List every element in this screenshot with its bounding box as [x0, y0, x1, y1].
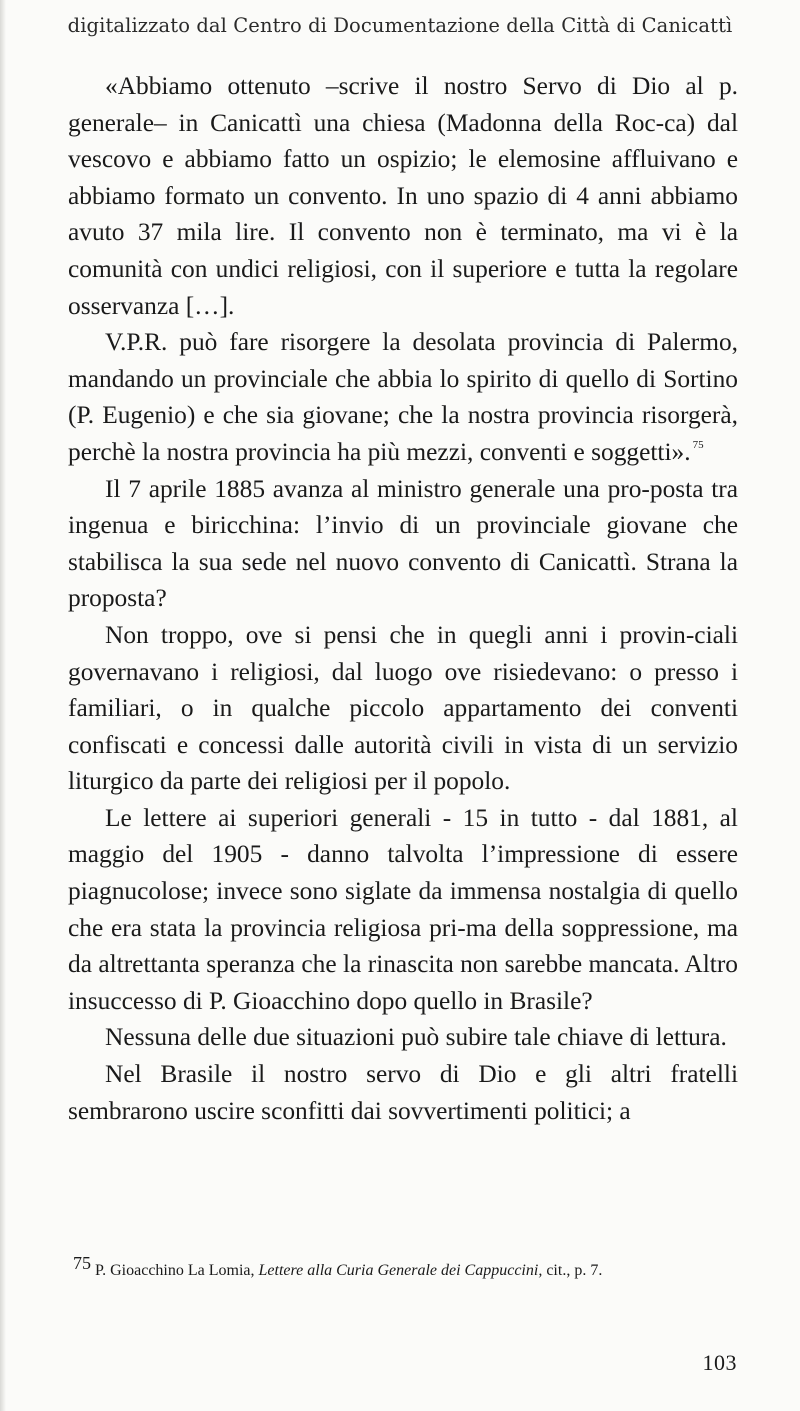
- footnote-title: Lettere alla Curia Generale dei Cappuccini,: [258, 1262, 543, 1279]
- footnote-text: [73, 1253, 738, 1283]
- footnote-author: P. Gioacchino La Lomia,: [95, 1262, 255, 1279]
- paragraph-1: «Abbiamo ottenuto –scrive il nostro Servo di Dio al p. generale– in Canicattì una chiesa (Madonna della Roc-ca) dal vescovo e abbiamo fatto un ospizio; le elemosine affluivano e abbiamo formato un convento. In uno spazio di 4 anni abbiamo avuto 37 mila lire. Il convento non è terminato, ma vi è la comunità con undici religiosi, con il superiore e tutta la regolare osservanza […].: [68, 72, 738, 320]
- body-text: [68, 68, 738, 1129]
- paragraph-2: [68, 324, 738, 470]
- paragraph-5: Le lettere ai superiori generali - 15 in tutto - dal 1881, al maggio del 1905 - danno talvolta l’impressione di essere piagnucolose; invece sono siglate da immensa nostalgia di quello che era stata la provincia religiosa pri-ma della soppressione, ma da altrettanta speranza che la rinascita non sarebbe mancata. Altro insuccesso di P. Gioacchino dopo quello in Brasile?: [68, 803, 738, 1015]
- footnote-cit: cit., p. 7.: [546, 1262, 603, 1279]
- paragraph-7: Nel Brasile il nostro servo di Dio e gli altri fratelli sembrarono uscire sconfitti dai sovvertimenti politici; a: [68, 1060, 738, 1125]
- digitization-watermark: digitalizzato dal Centro di Documentazione della Città di Canicattì: [67, 14, 733, 37]
- paragraph-4: Non troppo, ove si pensi che in quegli anni i provin-ciali governavano i religiosi, dal luogo ove risiedevano: o presso i familiari, o in qualche piccolo appartamento dei conventi confiscati e concessi dalle autorità civili in vista di un servizio liturgico da parte dei religiosi per il popolo.: [68, 620, 738, 796]
- footnote-number: 75: [73, 1253, 91, 1273]
- page-number: 103: [702, 1350, 737, 1375]
- paragraph-6: Nessuna delle due situazioni può subire tale chiave di lettura.: [105, 1023, 727, 1052]
- page-edge-shadow: [0, 0, 6, 1411]
- footnote-reference: 75: [692, 438, 704, 451]
- footnote: [73, 1253, 738, 1283]
- paragraph-3: Il 7 aprile 1885 avanza al ministro generale una pro-posta tra ingenua e biricchina: l’invio di un provinciale giovane che stabilisca la sua sede nel nuovo convento di Canicattì. Strana la proposta?: [68, 474, 738, 613]
- paragraph-2-text: V.P.R. può fare risorgere la desolata provincia di Palermo, mandando un provinciale che abbia lo spirito di quello di Sortino (P. Eugenio) e che sia giovane; che la nostra provincia risorgerà, perchè la nostra provincia ha più mezzi, conventi e soggetti».: [68, 328, 738, 466]
